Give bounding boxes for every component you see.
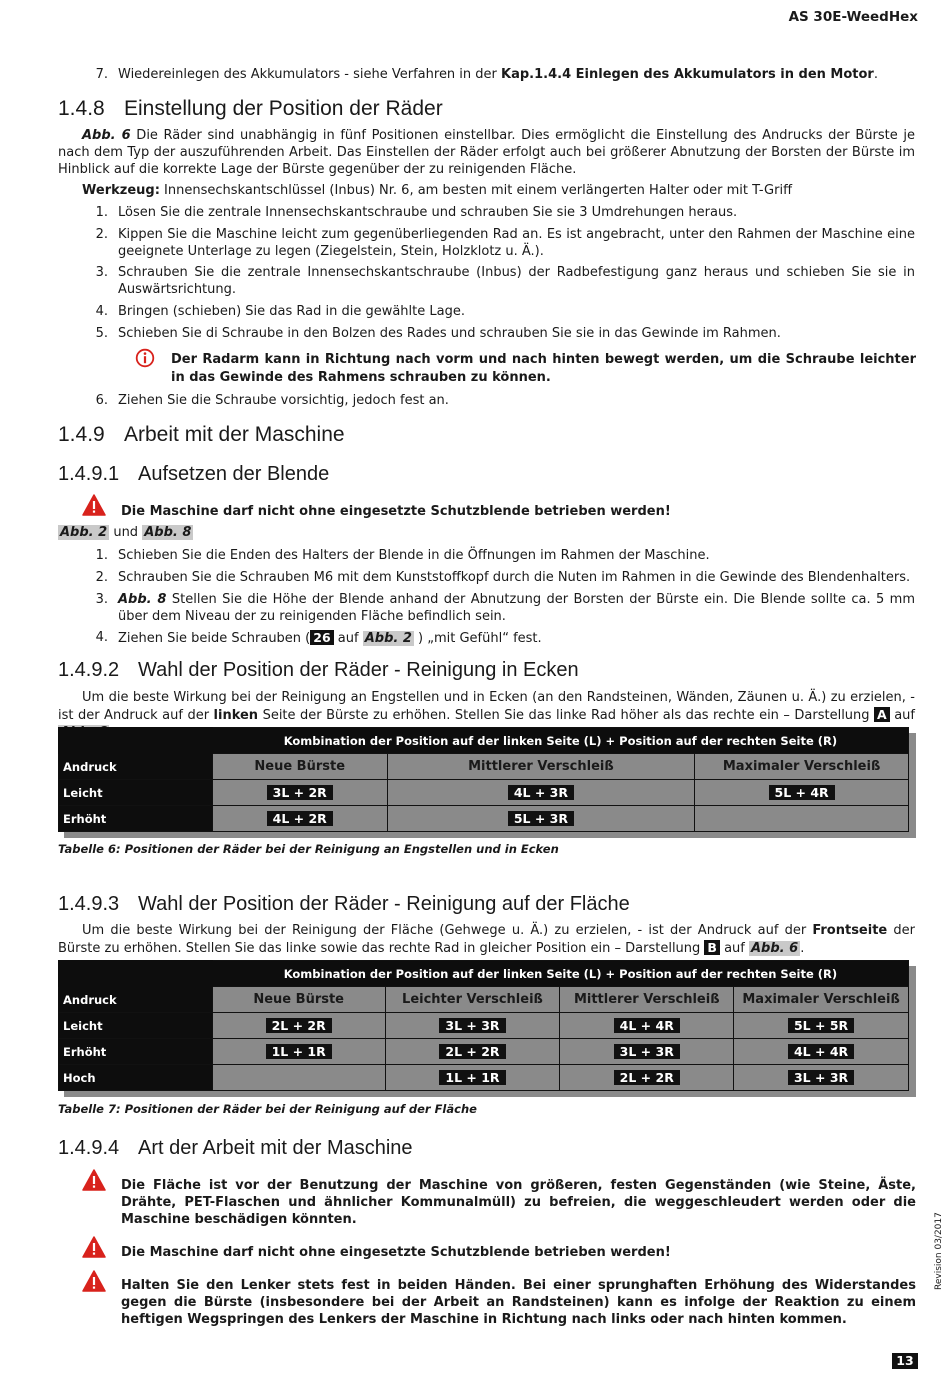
row-label: Hoch xyxy=(59,1065,213,1091)
paragraph xyxy=(58,922,915,957)
table-row xyxy=(59,780,909,806)
paragraph-text: auf xyxy=(889,708,915,723)
punctuation: . xyxy=(873,67,878,82)
list-number: 4. xyxy=(95,630,108,645)
column-header: Maximaler Verschleiß xyxy=(734,987,909,1013)
warning-text: Die Maschine darf nicht ohne eingesetzte Schutzblende betrieben werden! xyxy=(121,504,671,519)
paragraph-text: Um die beste Wirkung bei der Reinigung an Engstellen und in Ecken (an den Randsteinen, Wänden, Zäunen u. Ä.) zu erzielen, - ist der Andruck auf der xyxy=(58,690,915,723)
section-heading-1-4-9-2 xyxy=(58,659,579,682)
column-header: Mittlerer Verschleiß xyxy=(560,987,734,1013)
position-value: 4L + 3R xyxy=(508,785,574,800)
list-item xyxy=(58,264,915,298)
list-item xyxy=(58,66,915,83)
column-header: Neue Bürste xyxy=(212,987,385,1013)
warning-text: Halten Sie den Lenker stets fest in beiden Händen. Bei einer sprunghaften Erhöhung des Widerstandes gegen die Bürste (insbesondere bei der Arbeit an Randsteinen) kann es infolge der Reaktion zu einem heftigen Wegspringen des Lenkers der Maschine in Richtung nach links oder nach hinten kommen. xyxy=(121,1278,916,1327)
row-label: Erhöht xyxy=(59,1039,213,1065)
list-number: 2. xyxy=(95,227,108,242)
section-number: 1.4.9 xyxy=(58,423,105,446)
figure-reference: Abb. 6 xyxy=(82,128,131,143)
list-text: Ziehen Sie die Schraube vorsichtig, jedoch fest an. xyxy=(118,393,449,408)
list-item xyxy=(58,303,915,320)
list-item xyxy=(58,547,915,564)
position-value: 2L + 2R xyxy=(439,1044,505,1059)
position-value: 1L + 1R xyxy=(266,1044,332,1059)
figure-references xyxy=(58,525,193,540)
column-header: Neue Bürste xyxy=(212,754,387,780)
list-text: Kippen Sie die Maschine leicht zum gegenüberliegenden Rad an. Es ist angebracht, unter den Rahmen der Maschine eine geeignete Unterlage zu legen (Ziegelstein, Stein, Holzklotz u. Ä.). xyxy=(118,227,915,259)
list-item xyxy=(58,629,915,646)
list-text: ) „mit Gefühl“ fest. xyxy=(413,631,542,646)
table-caption: Tabelle 6: Positionen der Räder bei der Reinigung an Engstellen und in Ecken xyxy=(58,842,559,856)
position-value: 5L + 3R xyxy=(508,811,574,826)
section-title: Wahl der Position der Räder - Reinigung in Ecken xyxy=(138,659,579,681)
section-number: 1.4.9.1 xyxy=(58,463,120,485)
position-value: 3L + 3R xyxy=(439,1018,505,1033)
warning-triangle-icon xyxy=(82,1169,106,1191)
list-number: 1. xyxy=(95,548,108,563)
section-title: Arbeit mit der Maschine xyxy=(124,423,345,446)
section-heading-1-4-9-4 xyxy=(58,1137,413,1160)
list-item xyxy=(58,591,915,625)
list-number: 6. xyxy=(95,393,108,408)
table-caption: Tabelle 7: Positionen der Räder bei der Reinigung auf der Fläche xyxy=(58,1102,477,1116)
list-text: auf xyxy=(333,631,363,646)
table-header: Kombination der Position auf der linken Seite (L) + Position auf der rechten Seite (R) xyxy=(212,961,908,987)
punctuation: . xyxy=(800,941,805,956)
list-text: Stellen Sie die Höhe der Blende anhand der Abnutzung der Borsten der Bürste ein. Die Blende sollte ca. 5 mm über dem Niveau der zu reinigenden Fläche befindlich sein. xyxy=(118,592,916,624)
warning-triangle-icon xyxy=(82,1236,106,1258)
table-header: Kombination der Position auf der linken Seite (L) + Position auf der rechten Seite (R) xyxy=(212,728,908,754)
paragraph-text: der Bürste zu erhöhen. Stellen Sie das linke sowie das rechte Rad in gleicher Position ein – Darstellung xyxy=(58,923,915,956)
info-note: Der Radarm kann in Richtung nach vorm und nach hinten bewegt werden, um die Schraube leichter in das Gewinde des Rahmens schrauben zu können. xyxy=(171,352,916,385)
row-label: Leicht xyxy=(59,780,213,806)
row-label: Erhöht xyxy=(59,806,213,832)
page-number: 13 xyxy=(892,1353,918,1369)
section-heading-1-4-9 xyxy=(58,423,345,447)
warning-text: Die Maschine darf nicht ohne eingesetzte Schutzblende betrieben werden! xyxy=(121,1245,671,1260)
list-number: 4. xyxy=(95,304,108,319)
table-row xyxy=(59,1039,909,1065)
position-value: 3L + 2R xyxy=(267,785,333,800)
table-7 xyxy=(58,960,909,1091)
list-item xyxy=(58,204,915,221)
tool-text: Innensechskantschlüssel (Inbus) Nr. 6, am besten mit einem verlängerten Halter oder mit T-Griff xyxy=(159,183,793,198)
info-circle-icon xyxy=(135,348,155,368)
table-corner-label: Andruck xyxy=(59,754,213,780)
figure-reference: Abb. 8 xyxy=(144,525,192,540)
section-number: 1.4.9.4 xyxy=(58,1137,120,1159)
paragraph-text: Die Räder sind unabhängig in fünf Positionen einstellbar. Dies ermöglicht die Einstellung des Andrucks der Bürste je nach dem Typ der auszuführenden Arbeit. Das Einstellen der Räder erfolgt auch bei größerer Abnutzung der Borsten der Bürste im Hinblick auf die korrekte Lage der Bürste gegenüber der zu reinigenden Fläche. xyxy=(58,128,915,177)
position-value: 1L + 1R xyxy=(439,1070,505,1085)
list-text: Schieben Sie die Enden des Halters der Blende in die Öffnungen im Rahmen der Maschine. xyxy=(118,548,710,563)
callout-letter: B xyxy=(704,940,720,955)
paragraph xyxy=(58,127,915,178)
list-text: Lösen Sie die zentrale Innensechskantschraube und schrauben Sie sie 3 Umdrehungen heraus. xyxy=(118,205,738,220)
callout-number: 26 xyxy=(310,630,333,645)
table-6 xyxy=(58,727,909,832)
list-item xyxy=(58,569,915,586)
table-corner-label: Andruck xyxy=(59,987,213,1013)
list-text: Wiedereinlegen des Akkumulators - siehe Verfahren in der xyxy=(118,67,502,82)
table-row xyxy=(59,1013,909,1039)
list-number: 2. xyxy=(95,570,108,585)
section-title: Art der Arbeit mit der Maschine xyxy=(138,1137,413,1159)
position-value: 2L + 2R xyxy=(614,1070,680,1085)
list-text: Schieben Sie di Schraube in den Bolzen des Rades und schrauben Sie sie in das Gewinde im Rahmen. xyxy=(118,326,781,341)
conjunction: und xyxy=(113,525,139,540)
paragraph-text: Seite der Bürste zu erhöhen. Stellen Sie das linke Rad höher als das rechte ein – Darstellung xyxy=(258,708,875,723)
warning-text: Die Fläche ist vor der Benutzung der Maschine von größeren, festen Gegenständen (wie Steine, Äste, Drähte, PET-Flaschen und ähnlicher Kommunalmüll) zu befreien, die weggeschleudert werden oder die Maschine beschädigen könnten. xyxy=(121,1178,916,1227)
section-title: Einstellung der Position der Räder xyxy=(124,97,443,120)
row-label: Leicht xyxy=(59,1013,213,1039)
list-number: 1. xyxy=(95,205,108,220)
list-text: Schrauben Sie die Schrauben M6 mit dem Kunststoffkopf durch die Nuten im Rahmen in die Gewinde des Blendenhalters. xyxy=(118,570,911,585)
position-value: 5L + 4R xyxy=(769,785,835,800)
list-item xyxy=(58,226,915,260)
list-text: Bringen (schieben) Sie das Rad in die gewählte Lage. xyxy=(118,304,465,319)
warning-triangle-icon xyxy=(82,1270,106,1292)
section-heading-1-4-9-3 xyxy=(58,893,630,916)
figure-reference: Abb. 2 xyxy=(60,525,108,540)
list-text: Ziehen Sie beide Schrauben ( xyxy=(118,631,311,646)
position-value: 4L + 2R xyxy=(267,811,333,826)
section-heading-1-4-9-1 xyxy=(58,463,329,486)
paragraph-text: auf xyxy=(719,941,749,956)
section-number: 1.4.9.2 xyxy=(58,659,120,681)
section-title: Wahl der Position der Räder - Reinigung auf der Fläche xyxy=(138,893,630,915)
position-value: 5L + 5R xyxy=(788,1018,854,1033)
list-item xyxy=(58,392,915,409)
column-header: Leichter Verschleiß xyxy=(385,987,560,1013)
figure-reference: Abb. 2 xyxy=(364,631,412,646)
section-number: 1.4.8 xyxy=(58,97,105,120)
figure-reference: Abb. 6 xyxy=(751,941,799,956)
section-title: Aufsetzen der Blende xyxy=(138,463,330,485)
warning-triangle-icon xyxy=(82,494,106,516)
list-number: 3. xyxy=(95,592,108,607)
position-value: 2L + 2R xyxy=(266,1018,332,1033)
list-text: Schrauben Sie die zentrale Innensechskantschraube (Inbus) der Radbefestigung ganz heraus und schieben Sie sie in Auswärtsrichtung. xyxy=(118,265,915,297)
list-number: 7. xyxy=(95,67,108,82)
revision-note: Revision 03/2017 xyxy=(934,1212,944,1290)
position-value: 3L + 3R xyxy=(614,1044,680,1059)
emphasis: linken xyxy=(213,708,259,723)
table-row xyxy=(59,806,909,832)
tool-paragraph xyxy=(58,182,915,199)
list-item xyxy=(58,325,915,342)
position-value: 4L + 4R xyxy=(614,1018,680,1033)
section-heading-1-4-8 xyxy=(58,97,443,121)
figure-reference: Abb. 8 xyxy=(118,592,167,607)
section-number: 1.4.9.3 xyxy=(58,893,120,915)
table-row xyxy=(59,1065,909,1091)
column-header: Maximaler Verschleiß xyxy=(695,754,909,780)
position-value: 4L + 4R xyxy=(788,1044,854,1059)
position-value: 3L + 3R xyxy=(788,1070,854,1085)
emphasis: Frontseite xyxy=(812,923,888,938)
chapter-reference: Kap.1.4.4 Einlegen des Akkumulators in den Motor xyxy=(501,67,874,82)
list-number: 5. xyxy=(95,326,108,341)
column-header: Mittlerer Verschleiß xyxy=(387,754,695,780)
callout-letter: A xyxy=(874,707,890,722)
document-header-title: AS 30E-WeedHex xyxy=(788,9,918,25)
tool-label: Werkzeug: xyxy=(82,183,160,198)
paragraph-text: Um die beste Wirkung bei der Reinigung der Fläche (Gehwege u. Ä.) zu erzielen, - ist der Andruck auf der xyxy=(82,923,813,938)
list-number: 3. xyxy=(95,265,108,280)
